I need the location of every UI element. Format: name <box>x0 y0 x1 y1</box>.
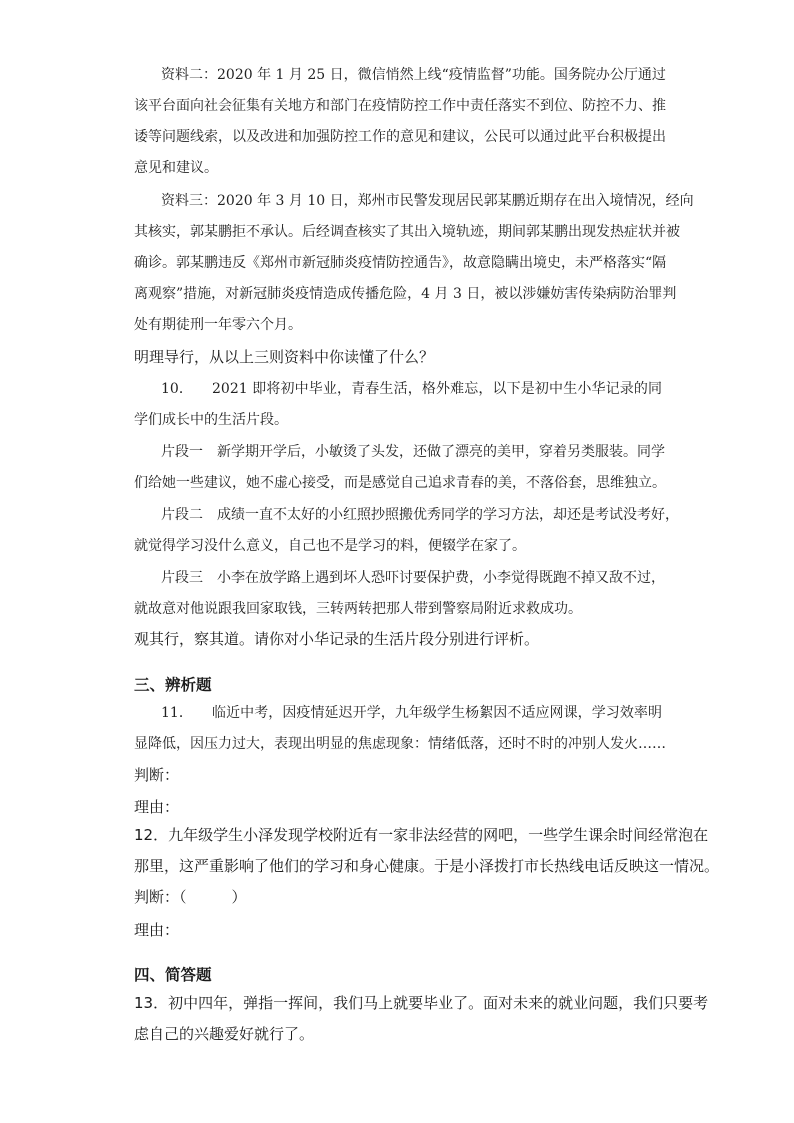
material2-line-4: 意见和建议。 <box>134 160 218 176</box>
q10-segment3-line-1: 片段三 小李在放学路上遇到坏人恐吓讨要保护费，小李觉得既跑不掉又敌不过， <box>161 570 665 586</box>
q11-reason-label: 理由： <box>134 798 180 816</box>
q12-judge-label: 判断：（ ） <box>134 888 247 906</box>
q12-reason-label: 理由： <box>134 921 180 939</box>
material3-line-2: 其核实，郭某鹏拒不承认。后经调查核实了其出入境轨迹，期间郭某鹏出现发热症状并被 <box>134 224 680 240</box>
q10-segment3-line-2: 就故意对他说跟我回家取钱，三转两转把那人带到警察局附近求救成功。 <box>134 601 582 617</box>
section4-heading: 四、简答题 <box>134 966 212 984</box>
q10-line-1: 2021 即将初中毕业，青春生活，格外难忘，以下是初中生小华记录的同 <box>212 381 662 397</box>
q10-number: 10． <box>161 381 193 397</box>
q9-prompt: 明理导行，从以上三则资料中你读懂了什么？ <box>134 348 435 366</box>
q10-segment2-line-2: 就觉得学习没什么意义，自己也不是学习的料，便辍学在家了。 <box>134 538 526 554</box>
material3-line-4: 离观察”措施，对新冠肺炎疫情造成传播危险，4 月 3 日，被以涉嫌妨害传染病防治罪判 <box>134 286 677 302</box>
q13-line-1: 13．初中四年，弹指一挥间，我们马上就要毕业了。面对未来的就业问题，我们只要考 <box>134 994 709 1012</box>
section3-heading: 三、辨析题 <box>134 676 212 694</box>
material2-line-3: 诿等问题线索，以及改进和加强防控工作的意见和建议，公民可以通过此平台积极提出 <box>134 129 666 145</box>
q11-line-1: 临近中考，因疫情延迟开学，九年级学生杨絮因不适应网课，学习效率明 <box>212 705 662 721</box>
q12-line-2: 那里，这严重影响了他们的学习和身心健康。于是小泽拨打市长热线电话反映这一情况。 <box>134 857 720 875</box>
material3-line-3: 确诊。郭某鹏违反《郑州市新冠肺炎疫情防控通告》，故意隐瞒出境史，未严格落实“隔 <box>134 255 667 271</box>
q10-segment1-line-2: 们给她一些建议，她不虚心接受，而是感觉自己追求青春的美，不落俗套，思维独立。 <box>134 475 666 491</box>
material3-line-5: 处有期徒刑一年零六个月。 <box>134 317 302 333</box>
q10-line-2: 学们成长中的生活片段。 <box>134 412 288 428</box>
q12-line-1: 12．九年级学生小泽发现学校附近有一家非法经营的网吧，一些学生课余时间经常泡在 <box>134 826 709 844</box>
q11-number: 11． <box>161 705 193 721</box>
q11-judge-label: 判断： <box>134 766 180 784</box>
q10-prompt: 观其行，察其道。请你对小华记录的生活片段分别进行评析。 <box>134 630 540 648</box>
material3-line-1: 资料三：2020 年 3 月 10 日，郑州市民警发现居民郭某鹏近期存在出入境情况，经向 <box>161 193 694 209</box>
q11-line-2: 显降低，因压力过大，表现出明显的焦虑现象：情绪低落，还时不时的冲别人发火…… <box>134 736 666 752</box>
q10-segment2-line-1: 片段二 成绩一直不太好的小红照抄照搬优秀同学的学习方法，却还是考试没考好， <box>161 507 679 523</box>
q10-segment1-line-1: 片段一 新学期开学后，小敏烫了头发，还做了漂亮的美甲，穿着另类服装。同学 <box>161 444 665 460</box>
q13-line-2: 虑自己的兴趣爱好就行了。 <box>134 1025 315 1043</box>
material2-line-1: 资料二：2020 年 1 月 25 日，微信悄然上线“疫情监督”功能。国务院办公厅通过 <box>161 67 666 83</box>
material2-line-2: 该平台面向社会征集有关地方和部门在疫情防控工作中责任落实不到位、防控不力、推 <box>134 98 666 114</box>
